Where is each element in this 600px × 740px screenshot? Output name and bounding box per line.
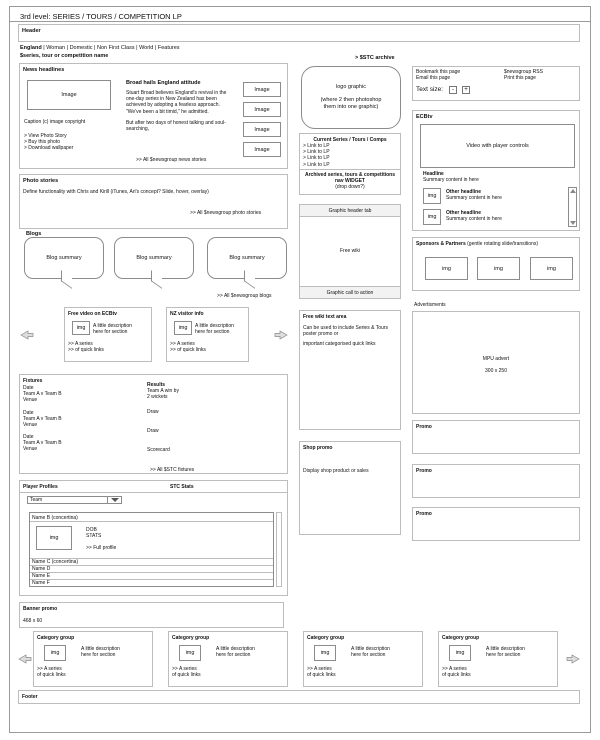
current-series-title: Current Series / Tours / Comps <box>313 137 387 143</box>
mpu-label: MPU advert <box>482 356 510 362</box>
story-line: searching, <box>126 126 150 133</box>
bookmark-link[interactable]: Bookmark this page <box>416 69 461 75</box>
nav-item-features[interactable]: Features <box>157 45 180 51</box>
footer-bar <box>18 690 580 704</box>
player-dob: DOB <box>86 527 97 533</box>
story-line: "We've been a bit timid," he admitted. <box>126 108 209 115</box>
ecbtv-item-img[interactable]: img <box>423 188 441 204</box>
category-title: Category group <box>37 635 75 641</box>
shop-promo-panel[interactable] <box>299 441 401 535</box>
archive-link[interactable]: > $STC archive <box>355 55 395 61</box>
ecbtv-headline[interactable]: Headline <box>423 171 444 177</box>
sponsor-logo[interactable]: img <box>425 257 468 280</box>
series-lp-link[interactable]: > Link to LP <box>303 149 330 156</box>
fixture-item[interactable] <box>23 385 62 404</box>
wiki-line: Can be used to include Series & Tours <box>303 325 388 331</box>
fixture-teams: Team A v Team B <box>23 391 62 398</box>
photo-stories-title: Photo stories <box>23 178 59 184</box>
sponsors-panel <box>412 237 580 291</box>
fixture-date: Date <box>23 410 34 416</box>
result-item[interactable]: Draw <box>147 428 159 434</box>
quick-link[interactable]: >> A series <box>170 341 195 347</box>
quick-link[interactable]: >> A series <box>172 666 197 672</box>
promo-card-desc <box>93 323 132 335</box>
team-select[interactable] <box>27 496 122 504</box>
promo-card-title: NZ visitor info <box>170 311 204 317</box>
team-select-value: Team <box>30 497 43 503</box>
sponsor-logo[interactable]: img <box>477 257 520 280</box>
fixture-item[interactable] <box>23 434 62 453</box>
category-next-icon[interactable] <box>566 654 580 664</box>
wiki-header-tab[interactable]: Graphic header tab <box>299 204 401 217</box>
fixture-venue: Venue <box>23 422 38 429</box>
player-row[interactable]: Name E <box>30 572 273 579</box>
fixtures-title: Fixtures <box>23 378 43 384</box>
desc-line: here for section <box>351 652 386 659</box>
blog-summary-2[interactable]: Blog summary <box>114 237 194 279</box>
player-row[interactable]: Name C (concertina) <box>30 558 273 565</box>
news-caption: Caption (c) image copyright <box>24 119 86 125</box>
promo-box-1[interactable] <box>412 420 580 454</box>
desc-line: here for section <box>216 652 251 659</box>
promo-title: Promo <box>416 511 432 517</box>
fixture-teams: Team A v Team B <box>23 440 62 447</box>
archived-nav-widget[interactable] <box>300 172 400 191</box>
photo-stories-desc: Define functionality with Chris and Kirill (iTunes, Ari's concept? Slide, hover, overlay) <box>23 189 209 195</box>
category-prev-icon[interactable] <box>18 654 32 664</box>
all-news-link[interactable]: >> All $newsgroup news stories <box>136 157 207 163</box>
category-links <box>307 666 336 678</box>
logo-line: them into one graphic) <box>323 104 379 110</box>
promo-card-links <box>170 341 206 353</box>
story-line: But after two days of honest talking and soul- <box>126 119 226 126</box>
blog-summary-1[interactable]: Blog summary <box>24 237 104 279</box>
result-item[interactable]: Draw <box>147 409 159 415</box>
view-photo-story-link[interactable]: > View Photo Story <box>24 133 67 139</box>
desc-line: A little description <box>351 646 390 652</box>
current-series-links <box>303 143 330 168</box>
category-links <box>172 666 201 678</box>
buy-photo-link[interactable]: > Buy this photo <box>24 139 60 146</box>
news-links <box>24 133 73 152</box>
wiki-line: poster promo or <box>303 331 339 338</box>
series-lp-link[interactable]: > Link to LP <box>303 143 330 149</box>
nav-item-woman[interactable]: Woman <box>46 45 66 51</box>
archived-line: nav WIDGET <box>334 178 365 185</box>
news-story-title[interactable]: Broad hails England attitude <box>126 80 201 86</box>
quick-link[interactable]: of quick links <box>37 672 66 679</box>
page-name: $series, tour or competition name <box>20 53 109 59</box>
player-row[interactable]: Name F <box>30 579 273 586</box>
fixture-item[interactable] <box>23 410 62 429</box>
scroll-up-icon[interactable] <box>570 189 576 193</box>
desc-line: here for section <box>81 652 116 659</box>
story-line: achieved by adopting a fearless approach. <box>126 102 220 109</box>
promo-card-nz-visitor[interactable] <box>166 307 249 362</box>
category-img: img <box>44 645 66 661</box>
category-title: Category group <box>307 635 345 641</box>
ecbtv-title: ECBtv <box>416 114 433 120</box>
ads-label: Advertisments <box>414 302 446 308</box>
player-stats: STATS <box>86 533 102 539</box>
banner-size: 468 x 60 <box>23 618 43 624</box>
story-line: one-day series in New Zealand has been <box>126 96 217 103</box>
wiki-text-body <box>303 325 388 348</box>
desc-line: A little description <box>486 646 525 652</box>
header-label: Header <box>22 28 41 34</box>
shop-desc: Display shop product or sales <box>303 468 369 474</box>
ecbtv-item-title[interactable]: Other headline <box>446 210 482 216</box>
player-row[interactable]: Name D <box>30 565 273 572</box>
carousel-next-icon[interactable] <box>274 330 288 340</box>
sponsors-note: (gentle rotating slide/transitions) <box>467 241 539 247</box>
result-item[interactable] <box>147 388 179 400</box>
wiki-cta-button[interactable]: Graphic call to action <box>299 286 401 299</box>
category-group-card[interactable] <box>438 631 558 687</box>
nav-item-england[interactable]: England <box>20 45 42 51</box>
category-desc <box>216 646 255 658</box>
banner-promo[interactable] <box>19 602 284 628</box>
all-fixtures-link[interactable]: >> All $STC fixtures <box>150 467 195 473</box>
logo-line: (where 2 then photoshop <box>320 97 382 103</box>
category-group-card[interactable] <box>33 631 153 687</box>
category-desc <box>486 646 525 658</box>
title-divider <box>10 21 590 22</box>
category-desc <box>351 646 390 658</box>
mpu-size: 300 x 250 <box>485 368 507 374</box>
scroll-down-icon[interactable] <box>570 221 576 225</box>
text-smaller-button[interactable]: - <box>449 86 457 94</box>
nav-item-domestic[interactable]: Domestic <box>69 45 93 51</box>
category-img: img <box>449 645 471 661</box>
category-img: img <box>179 645 201 661</box>
result-text: 2 wickets <box>147 394 168 401</box>
desc-line: here for section <box>195 329 230 336</box>
category-title: Category group <box>172 635 210 641</box>
player-profiles-panel <box>19 480 288 596</box>
quick-link[interactable]: >> of quick links <box>68 347 104 354</box>
banner-title: Banner promo <box>23 606 58 612</box>
rss-link[interactable]: $newsgroup RSS <box>504 69 543 75</box>
quick-link[interactable]: of quick links <box>442 672 471 679</box>
news-thumb-3[interactable]: Image <box>243 122 281 137</box>
nav-item-world[interactable]: World <box>139 45 154 51</box>
news-thumb-4[interactable]: Image <box>243 142 281 157</box>
category-links <box>442 666 471 678</box>
desc-line: A little description <box>216 646 255 652</box>
ecbtv-item-summary: Summary content in here <box>446 195 502 201</box>
blogs-title: Blogs <box>26 231 42 237</box>
player-profiles-title: Player Profiles <box>23 484 58 490</box>
sponsors-heading <box>416 241 538 247</box>
promo-title: Promo <box>416 424 432 430</box>
ecbtv-scrollbar[interactable] <box>568 187 577 227</box>
series-lp-link[interactable]: > Link to LP <box>303 161 330 168</box>
category-title: Category group <box>442 635 480 641</box>
full-profile-link[interactable]: >> Full profile <box>86 545 117 551</box>
carousel-prev-icon[interactable] <box>20 330 34 340</box>
quick-link[interactable]: >> A series <box>68 341 93 347</box>
logo-graphic <box>301 66 401 129</box>
ecbtv-panel <box>412 110 580 231</box>
quick-link[interactable]: >> of quick links <box>170 347 206 354</box>
shop-title: Shop promo <box>303 445 333 451</box>
page-tools-panel <box>412 66 580 101</box>
chevron-down-icon[interactable] <box>107 497 121 503</box>
category-group-card[interactable] <box>168 631 288 687</box>
ecbtv-item-img[interactable]: img <box>423 209 441 225</box>
quick-link[interactable]: of quick links <box>172 672 201 679</box>
news-main-image[interactable]: Image <box>27 80 111 110</box>
promo-card-desc <box>195 323 234 335</box>
wiki-tab-panel <box>299 204 401 299</box>
all-photos-link[interactable]: >> All $newsgroup photo stories <box>190 210 262 216</box>
player-open-name[interactable]: Name B (concertina) <box>32 515 78 521</box>
text-larger-button[interactable]: + <box>462 86 470 94</box>
ecbtv-item-title[interactable]: Other headline <box>446 189 482 195</box>
current-series-widget <box>299 133 401 195</box>
stc-stats-tab[interactable]: STC Stats <box>170 484 194 490</box>
category-img: img <box>314 645 336 661</box>
news-thumb-1[interactable]: Image <box>243 82 281 97</box>
footer-label: Footer <box>22 694 38 700</box>
fixture-date: Date <box>23 434 34 440</box>
mpu-advert[interactable] <box>412 311 580 414</box>
wiki-text-title: Free wiki text area <box>303 314 347 320</box>
email-link[interactable]: Email this page <box>416 75 451 81</box>
player-scrollbar[interactable] <box>276 512 282 587</box>
blog-summary-3[interactable]: Blog summary <box>207 237 287 279</box>
promo-card-links <box>68 341 104 353</box>
promo-box-2[interactable] <box>412 464 580 498</box>
quick-link[interactable]: >> A series <box>37 666 62 672</box>
desc-line: A little description <box>81 646 120 652</box>
sponsors-title: Sponsors & Partners <box>416 241 466 247</box>
wiki-line: important categorised quick links <box>303 341 376 348</box>
wiki-text-panel <box>299 310 401 430</box>
promo-title: Promo <box>416 468 432 474</box>
news-title: News headlines <box>23 67 65 73</box>
ecbtv-item-summary: Summary content in here <box>446 216 502 222</box>
story-line: Stuart Broad believes England's revival in the <box>126 90 227 96</box>
page-frame <box>9 6 591 733</box>
all-blogs-link[interactable]: >> All $newsgroup blogs <box>217 293 272 299</box>
promo-box-3[interactable] <box>412 507 580 541</box>
section-nav: England | Woman | Domestic | Non First Class | World | Features <box>20 45 180 51</box>
promo-card-img: img <box>174 321 192 335</box>
desc-line: here for section <box>486 652 521 659</box>
desc-line: here for section <box>93 329 128 336</box>
promo-card-title: Free video on ECBtv <box>68 311 117 317</box>
category-group-card[interactable] <box>303 631 423 687</box>
desc-line: A little description <box>195 323 234 329</box>
promo-card-img: img <box>72 321 90 335</box>
results-title: Results <box>147 382 166 388</box>
quick-link[interactable]: of quick links <box>307 672 336 679</box>
download-wallpaper-link[interactable]: > Download wallpaper <box>24 145 74 152</box>
fixture-date: Date <box>23 385 34 391</box>
print-link[interactable]: Print this page <box>504 75 536 81</box>
quick-link[interactable]: >> A series <box>307 666 332 672</box>
logo-line: logo graphic <box>336 84 366 90</box>
series-lp-link[interactable]: > Link to LP <box>303 155 330 162</box>
fixture-venue: Venue <box>23 446 38 453</box>
text-size-label: Text size: <box>416 86 444 93</box>
scorecard-link[interactable]: Scorecard <box>147 447 170 453</box>
archived-line: Archived series, tours & competitions <box>304 172 396 178</box>
ecbtv-video-player[interactable]: Video with player controls <box>420 124 575 168</box>
page-heading: 3rd level: SERIES / TOURS / COMPETITION LP <box>20 12 182 21</box>
fixture-venue: Venue <box>23 397 38 404</box>
quick-link[interactable]: >> A series <box>442 666 467 672</box>
nav-item-non-first-class[interactable]: Non First Class <box>96 45 135 51</box>
category-desc <box>81 646 120 658</box>
news-panel <box>19 63 288 169</box>
player-list <box>29 512 274 587</box>
promo-card-video[interactable] <box>64 307 152 362</box>
photo-stories-panel <box>19 174 288 229</box>
header-bar <box>18 24 580 42</box>
news-story-text <box>126 90 226 132</box>
sponsor-logo[interactable]: img <box>530 257 573 280</box>
category-links <box>37 666 66 678</box>
desc-line: A little description <box>93 323 132 329</box>
fixture-teams: Team A v Team B <box>23 416 62 423</box>
free-wiki-body: Free wiki <box>339 248 360 254</box>
news-thumb-2[interactable]: Image <box>243 102 281 117</box>
archived-line: (drop down?) <box>335 184 365 191</box>
result-text: Team A win by <box>147 388 179 394</box>
ecbtv-summary: Summary content in here <box>423 177 479 183</box>
player-image: img <box>36 526 72 550</box>
fixtures-panel <box>19 374 288 474</box>
